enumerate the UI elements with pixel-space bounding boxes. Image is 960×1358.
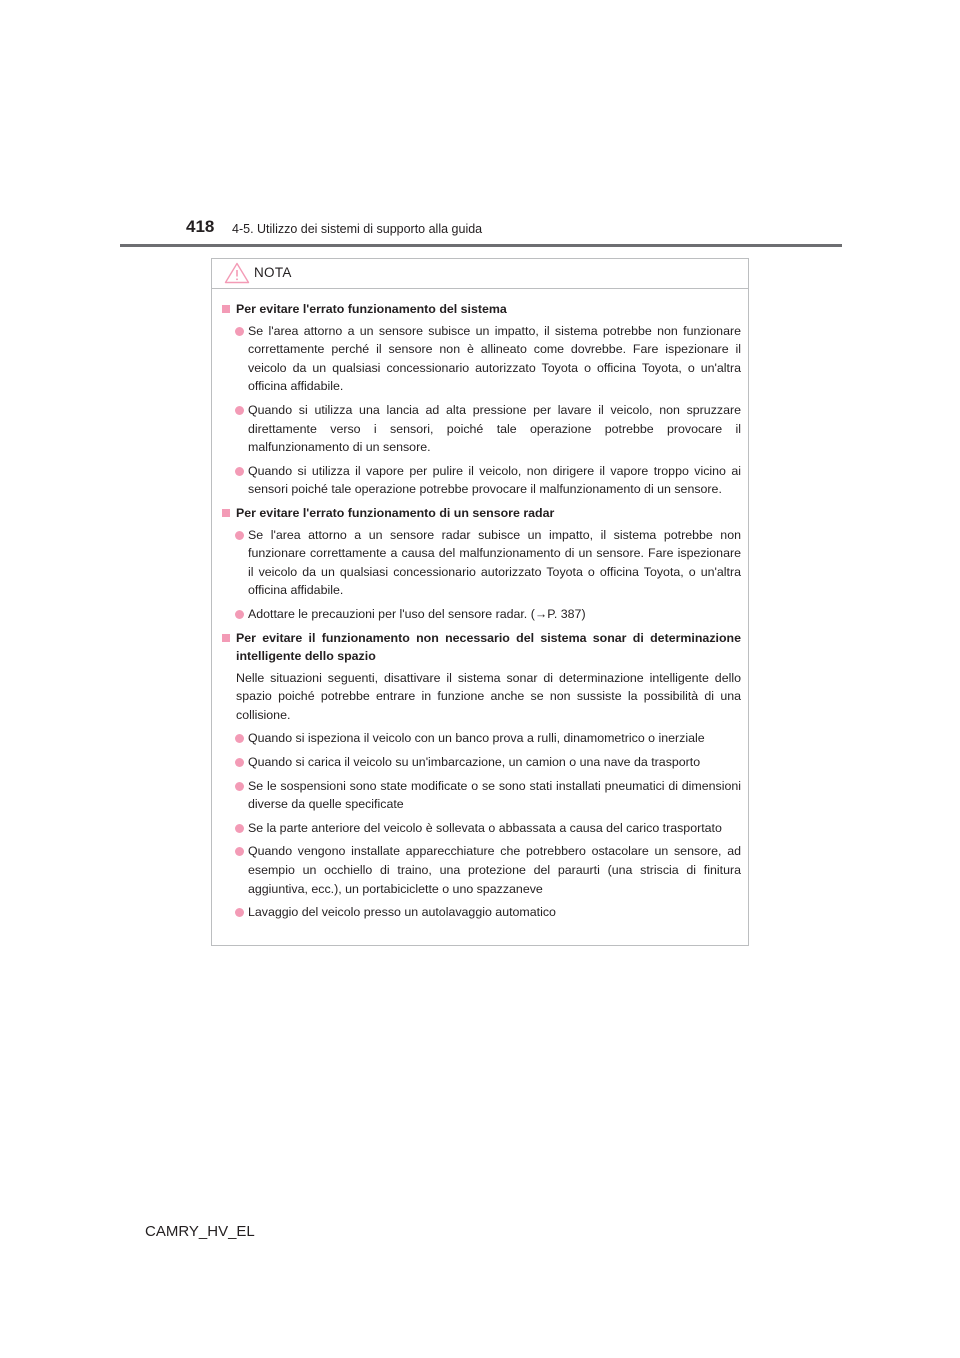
circle-bullet-icon bbox=[235, 758, 244, 767]
list-item-text: Lavaggio del veicolo presso un autolavaggio automatico bbox=[248, 905, 556, 920]
list-item-text: Quando si ispeziona il veicolo con un banco prova a rulli, dinamometrico o inerziale bbox=[248, 731, 705, 746]
note-title: NOTA bbox=[254, 265, 292, 280]
page-number: 418 bbox=[186, 217, 215, 236]
square-bullet-icon bbox=[222, 509, 230, 517]
circle-bullet-icon bbox=[235, 610, 244, 619]
header-rule bbox=[120, 244, 842, 247]
list-item bbox=[219, 526, 741, 600]
list-item bbox=[219, 819, 741, 838]
note-section bbox=[219, 629, 741, 922]
list-item-text: Quando si carica il veicolo su un'imbarcazione, un camion o una nave da trasporto bbox=[248, 755, 701, 770]
circle-bullet-icon bbox=[235, 824, 244, 833]
circle-bullet-icon bbox=[235, 782, 244, 791]
list-item-text: Adottare le precauzioni per l'uso del sensore radar. (→P. 387) bbox=[248, 606, 586, 621]
square-bullet-icon bbox=[222, 305, 230, 313]
list-item bbox=[219, 462, 741, 499]
list-item-text: Quando vengono installate apparecchiature che potrebbero ostacolare un sensore, ad esempio un occhiello di traino, una protezione del paraurti (una striscia di finitura aggiuntiva, ecc.), un portabiciclette o uno spazzaneve bbox=[248, 844, 741, 896]
list-item bbox=[219, 605, 741, 624]
list-item-text: Se l'area attorno a un sensore radar subisce un impatto, il sistema potrebbe non funzionare correttamente a causa del malfunzionamento di un sensore. Fare ispezionare il veicolo da un qualsiasi concessionario autorizzato Toyota o officina Toyota, o un'altra officina affidabile. bbox=[248, 527, 741, 598]
note-section bbox=[219, 504, 741, 624]
note-section bbox=[219, 300, 741, 499]
section-heading-text: Per evitare l'errato funzionamento di un sensore radar bbox=[236, 505, 555, 520]
circle-bullet-icon bbox=[235, 406, 244, 415]
list-item bbox=[219, 903, 741, 922]
section-heading-text: Per evitare l'errato funzionamento del sistema bbox=[236, 302, 507, 316]
list-item-text: Quando si utilizza il vapore per pulire il veicolo, non dirigere il vapore troppo vicino ai sensori poiché tale operazione potrebbe provocare il malfunzionamento di un sensore. bbox=[248, 463, 741, 497]
note-header bbox=[212, 259, 748, 289]
list-item-text: Quando si utilizza una lancia ad alta pressione per lavare il veicolo, non spruzzare direttamente verso i sensori, poiché tale operazione potrebbe provocare il malfunzionamento di un sensore. bbox=[248, 402, 741, 455]
list-item bbox=[219, 753, 741, 772]
section-heading-text: Per evitare il funzionamento non necessario del sistema sonar di determinazione intelligente dello spazio bbox=[236, 630, 741, 664]
section-heading bbox=[219, 300, 741, 319]
section-heading bbox=[219, 629, 741, 666]
list-item bbox=[219, 842, 741, 898]
circle-bullet-icon bbox=[235, 908, 244, 917]
note-box bbox=[211, 258, 749, 946]
warning-triangle-icon bbox=[224, 262, 250, 284]
list-item-text: Se l'area attorno a un sensore subisce un impatto, il sistema potrebbe non funzionare correttamente perché il sensore non è allineato come dovrebbe. Fare ispezionare il veicolo da un qualsiasi concessionario autorizzato Toyota o officina Toyota, o un'altra officina affidabile. bbox=[248, 323, 741, 394]
list-item-text: Se la parte anteriore del veicolo è sollevata o abbassata a causa del carico trasportato bbox=[248, 820, 722, 835]
circle-bullet-icon bbox=[235, 734, 244, 743]
list-item bbox=[219, 322, 741, 396]
list-item bbox=[219, 777, 741, 814]
section-intro: Nelle situazioni seguenti, disattivare il sistema sonar di determinazione intelligente dello spazio poiché potrebbe entrare in funzione anche se non sussiste la possibilità di una collisione. bbox=[236, 670, 741, 722]
list-item bbox=[219, 401, 741, 457]
circle-bullet-icon bbox=[235, 467, 244, 476]
list-item bbox=[219, 729, 741, 748]
section-title: 4-5. Utilizzo dei sistemi di supporto alla guida bbox=[232, 222, 483, 236]
circle-bullet-icon bbox=[235, 531, 244, 540]
model-code: CAMRY_HV_EL bbox=[145, 1223, 255, 1240]
section-heading bbox=[219, 504, 741, 523]
circle-bullet-icon bbox=[235, 327, 244, 336]
square-bullet-icon bbox=[222, 634, 230, 642]
circle-bullet-icon bbox=[235, 847, 244, 856]
note-content bbox=[212, 289, 748, 922]
list-item-text: Se le sospensioni sono state modificate o se sono stati installati pneumatici di dimensioni diverse da quelle specificate bbox=[248, 778, 741, 812]
